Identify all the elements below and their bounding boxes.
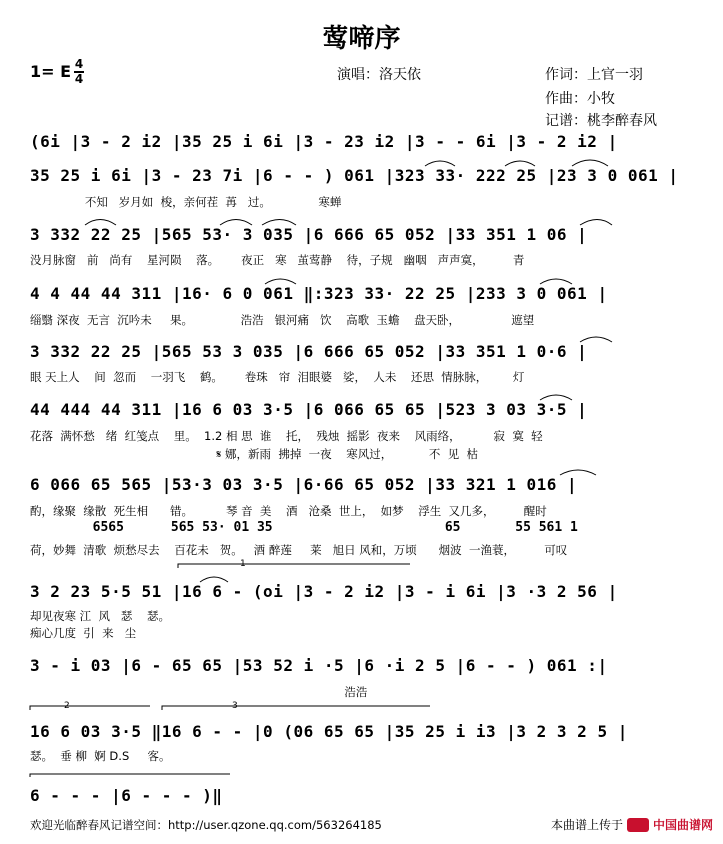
score-row-lyrics: 不知 岁月如 梭，亲何茬 苒 过。 寒蝉 xyxy=(30,195,342,209)
volta-number: 1 xyxy=(240,559,246,569)
lyricist: 作词：上官一羽 xyxy=(545,67,643,83)
site-logo-text: 中国曲谱网 xyxy=(652,818,713,832)
score-row-notes: 6 066 65 565 |53·3 03 3·5 |6·66 65 052 |33 321 1 016 | xyxy=(30,475,578,494)
footer-link-text: 欢迎光临醉春风记谱空间：http://user.qzone.qq.com/563264185 xyxy=(30,818,382,832)
volta-number: 2 xyxy=(64,701,70,711)
score-row-notes: 35 25 i 6i |3 - 23 7i |6 - - ) 061 |323 33· 222 25 |23 3 0 061 | xyxy=(30,166,679,185)
volta-bracket-3 xyxy=(162,706,430,710)
score-row-lyrics: 眼 天上人 间 忽而 一羽飞 鹤。 卷珠 帘 泪眼婆 娑， 人未 还思 情脉脉， 灯 xyxy=(30,370,525,384)
score-row-lyrics: 𝄋 娜，新雨 拂掉 一夜 寒风过， 不 见 枯 xyxy=(30,447,478,461)
site-logo-icon xyxy=(627,818,649,832)
score-row-lyrics: 瑟。 垂 柳 婀 D.S 客。 xyxy=(30,749,171,763)
score-row-notes: 3 332 22 25 |565 53 3 035 |6 666 65 052 |33 351 1 0·6 | xyxy=(30,342,588,361)
score-row-lyrics: 花落 满怀愁 绪 红笺点 里。 1.2 相 思 谁 托， 残烛 摇影 夜来 风雨络， 寂 寞 轻 xyxy=(30,429,543,443)
footer-upload-note xyxy=(551,816,713,833)
score-row-notes: 6 - - - |6 - - - )‖ xyxy=(30,786,223,805)
score-row-notes: 3 2 23 5·5 51 |16 6 - (oi |3 - 2 i2 |3 - i 6i |3 ·3 2 56 | xyxy=(30,582,618,601)
score-row-notes: 4 4 44 44 311 |16· 6 0 061 ‖:323 33· 22 25 |233 3 0 061 | xyxy=(30,284,608,303)
time-signature xyxy=(74,58,84,86)
score-row-lyrics: 却见夜寒 江 风 瑟 瑟。 xyxy=(30,609,171,623)
score-row-notes: 16 6 03 3·5 ‖16 6 - - |0 (06 65 65 |35 25 i i3 |3 2 3 2 5 | xyxy=(30,722,628,741)
score-row-lyrics: 没月脉窗 前 尚有 星河陨 落。 夜正 寒 茧莺静 待，子规 幽咽 声声寞， 青 xyxy=(30,253,525,267)
score-row-lyrics: 痴心几度 引 来 尘 xyxy=(30,626,137,640)
time-signature-bottom: 4 xyxy=(74,71,84,86)
score-row-notes: 44 444 44 311 |16 6 03 3·5 |6 066 65 65 |523 3 03 3·5 | xyxy=(30,400,588,419)
score-row-notes: 3 332 22 25 |565 53· 3 035 |6 666 65 052 |33 351 1 06 | xyxy=(30,225,588,244)
time-signature-top: 4 xyxy=(74,57,84,71)
volta-bracket-1 xyxy=(178,564,410,568)
volta-bracket-2 xyxy=(30,706,150,710)
score-row-lyrics: 6565 565 53· 01 35 65 55 561 1 xyxy=(30,520,578,535)
score-row-lyrics: 荷，妙舞 清歌 烦愁尽去 百花未 贺。 酒 醉莲 莱 旭日 风和，万顷 烟波 一渔蓑， 可叹 xyxy=(30,543,568,557)
volta-number: 3 xyxy=(232,701,238,711)
score-row-lyrics: 浩浩 xyxy=(30,685,368,699)
composer: 作曲：小牧 xyxy=(545,91,615,107)
volta-bracket-4 xyxy=(30,774,230,777)
score-row-lyrics: 缁翳 深夜 无言 沉吟未 果。 浩浩 银河痛 饮 高歌 玉蟾 盘天卧， 遮望 xyxy=(30,313,535,327)
score-row-lyrics: 酌，缘聚 缘散 死生相 错。 琴 音 美 酒 沧桑 世上， 如梦 浮生 又几多， 醒时 xyxy=(30,504,547,518)
score-row-notes: 3 - i 03 |6 - 65 65 |53 52 i ·5 |6 ·i 2 5 |6 - - ) 061 :| xyxy=(30,656,608,675)
transcriber: 记谱：桃李醉春风 xyxy=(545,113,657,129)
footer-upload-label: 本曲谱上传于 xyxy=(550,818,623,832)
song-title: 莺啼序 xyxy=(322,24,401,54)
singer: 演唱：洛天依 xyxy=(337,67,421,83)
score-row-notes: (6i |3 - 2 i2 |35 25 i 6i |3 - 23 i2 |3 - - 6i |3 - 2 i2 | xyxy=(30,132,618,151)
key-signature: 1= E xyxy=(30,62,72,81)
